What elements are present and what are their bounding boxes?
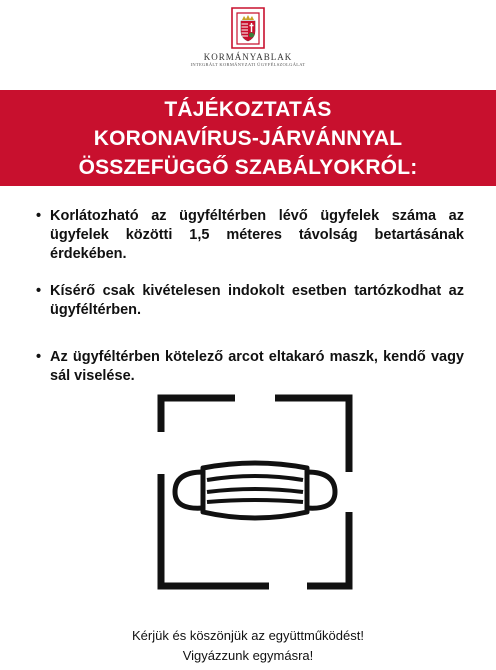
title-banner — [0, 90, 496, 186]
footer-thanks: Kérjük és köszönjük az együttműködést! — [132, 628, 364, 643]
hungarian-coat-of-arms-icon — [228, 6, 268, 50]
rule-text: Korlátozható az ügyféltérben lévő ügyfelek száma az ügyfelek közötti 1,5 méteres távolság betartásának érdekében. — [50, 208, 464, 262]
logo — [0, 6, 496, 68]
title-line-3: ÖSSZEFÜGGŐ SZABÁLYOKRÓL: — [78, 156, 418, 179]
logo-name: KORMÁNYABLAK — [203, 52, 293, 62]
title-line-2: KORONAVÍRUS-JÁRVÁNNYAL — [93, 127, 403, 150]
bullet: • — [36, 349, 42, 365]
bullet: • — [36, 208, 42, 224]
footer — [0, 626, 496, 666]
rule-text: Az ügyféltérben kötelező arcot eltakaró maszk, kendő vagy sál viselése. — [50, 349, 464, 384]
face-mask-icon — [157, 394, 353, 590]
rule-item — [36, 207, 464, 264]
rules-list — [36, 207, 464, 404]
rule-item — [36, 348, 464, 386]
bullet: • — [36, 283, 42, 299]
rule-text: Kísérő csak kivételesen indokolt esetben tartózkodhat az ügyféltérben. — [50, 283, 464, 318]
rule-item — [36, 282, 464, 320]
title-line-1: TÁJÉKOZTATÁS — [164, 98, 332, 121]
logo-subtitle: INTEGRÁLT KORMÁNYZATI ÜGYFÉLSZOLGÁLAT — [190, 62, 306, 67]
footer-care: Vigyázzunk egymásra! — [182, 648, 314, 663]
